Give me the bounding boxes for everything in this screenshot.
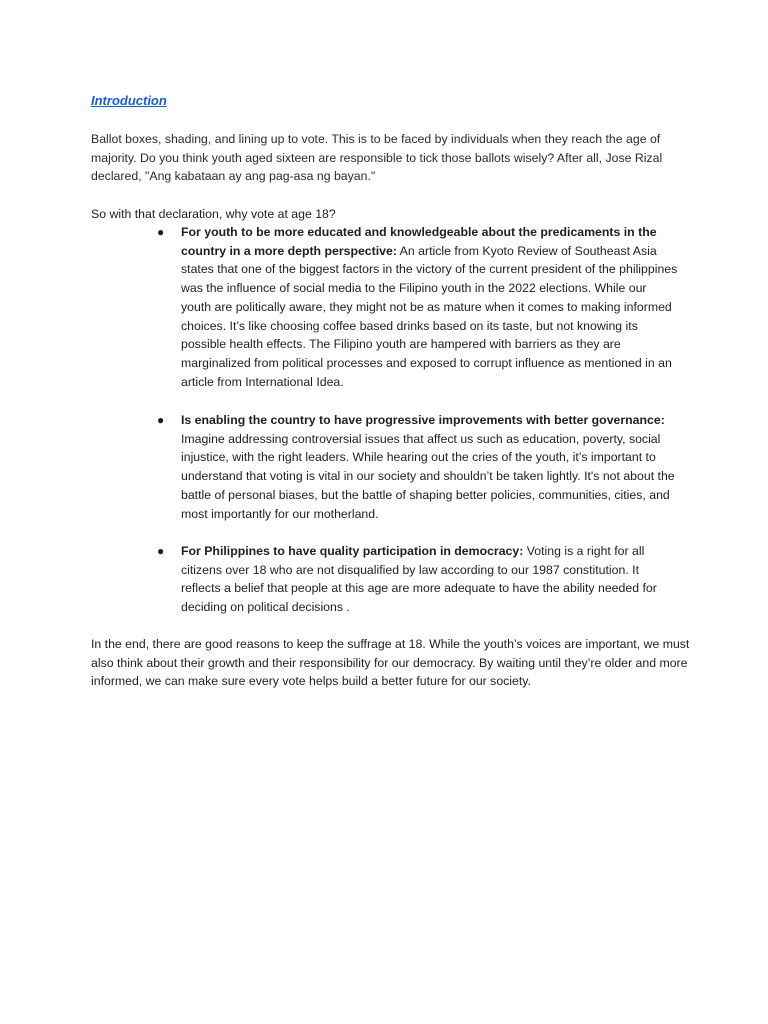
bullet-heading: Is enabling the country to have progressive improvements with better governance: bbox=[181, 413, 665, 427]
bullet-icon: ● bbox=[157, 413, 165, 427]
intro-paragraph: Ballot boxes, shading, and lining up to vote. This is to be faced by individuals when they reach the age of majority. Do you think youth aged sixteen are responsible to tick those ballots wisely? After all, Jose Rizal declared, "Ang kabataan ay ang pag-asa ng bayan." bbox=[91, 132, 663, 184]
bullet-heading: For youth to be more educated and knowledgeable about the predicaments in the country in a more depth perspective: bbox=[181, 225, 657, 258]
question-paragraph: So with that declaration, why vote at age 18? bbox=[91, 207, 336, 221]
bullet-icon: ● bbox=[157, 225, 165, 239]
bullet-heading: For Philippines to have quality participation in democracy: bbox=[181, 544, 524, 558]
bullet-icon: ● bbox=[157, 544, 165, 558]
bullet-item-democracy bbox=[157, 542, 679, 617]
conclusion-paragraph: In the end, there are good reasons to keep the suffrage at 18. While the youth’s voices are important, we must also think about their growth and their responsibility for our democracy. By waiting until they’re older and more informed, we can make sure every vote helps build a better future for our society. bbox=[91, 637, 690, 689]
bullet-text: Imagine addressing controversial issues that affect us such as education, poverty, social injustice, with the right leaders. While hearing out the cries of the youth, it’s important to understand that voting is vital in our society and shouldn’t be taken lightly. It's not about the battle of personal biases, but the battle of shaping better policies, communities, cities, and most importantly for our motherland. bbox=[181, 431, 675, 521]
bullet-item-education bbox=[157, 223, 679, 391]
bullet-text: An article from Kyoto Review of Southeast Asia states that one of the biggest factors in the victory of the current president of the philippines was the influence of social media to the Filipino youth in the 2022 elections. While our youth are politically aware, they might not be as mature when it comes to making informed choices. It’s like choosing coffee based drinks based on its taste, but not knowing its possible health effects. The Filipino youth are hampered with barriers as they are marginalized from political processes and exposed to corrupt influence as mentioned in an article from International Idea. bbox=[181, 243, 678, 389]
bullet-text: Voting is a right for all citizens over 18 who are not disqualified by law according to our 1987 constitution. It reflects a belief that people at this age are more adequate to have the ability needed for deciding on political decisions . bbox=[181, 544, 657, 615]
section-heading: Introduction bbox=[91, 93, 167, 108]
bullet-item-governance bbox=[157, 411, 679, 523]
